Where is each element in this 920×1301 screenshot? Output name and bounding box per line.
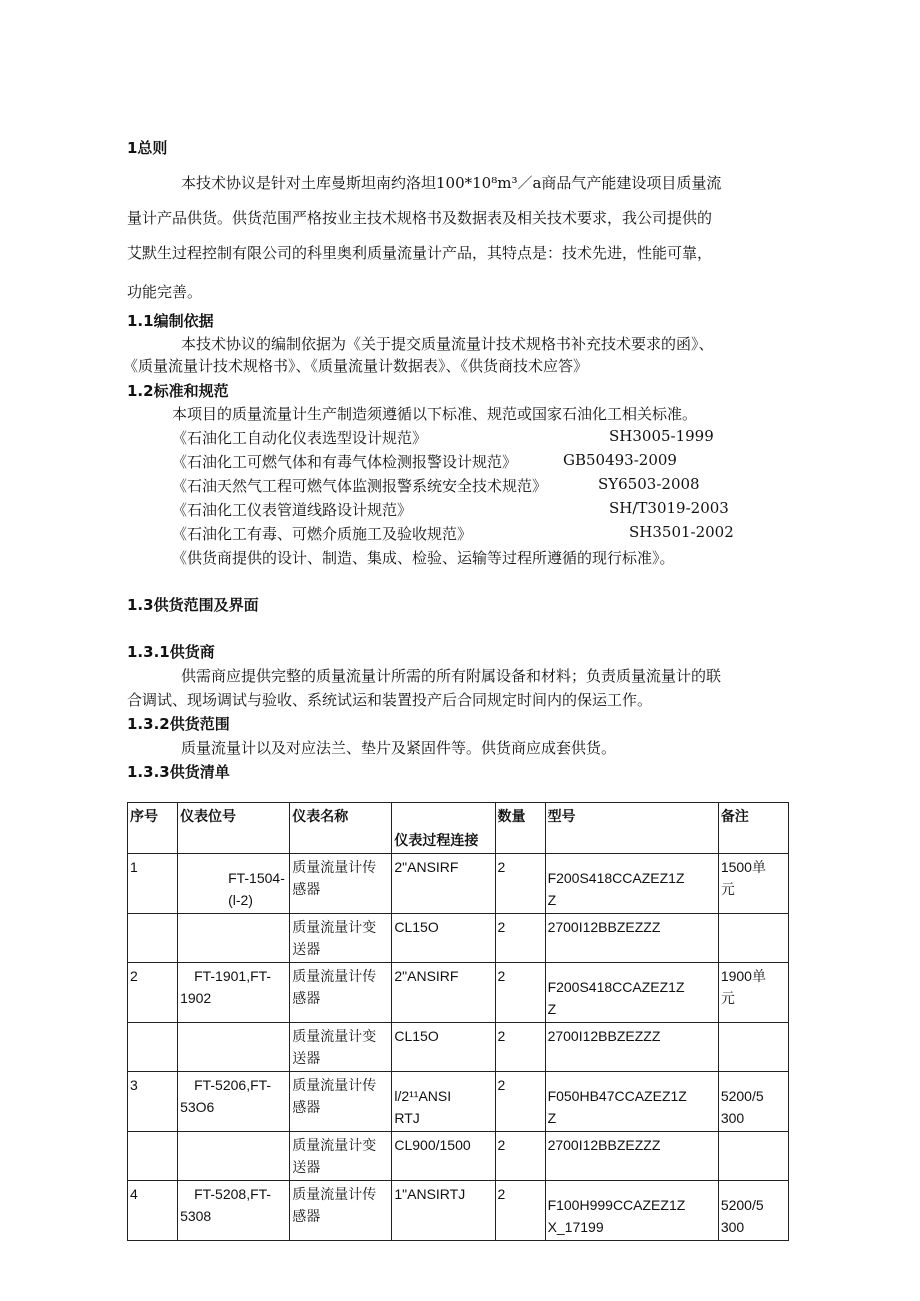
name-line: 质量流量计变 bbox=[292, 1137, 377, 1153]
cell-model bbox=[545, 1181, 718, 1241]
section-title-1: 1总则 bbox=[127, 139, 168, 157]
remark-line: 300 bbox=[720, 1219, 745, 1235]
tag-text: 5308 bbox=[180, 1208, 212, 1224]
cell-no bbox=[128, 914, 178, 963]
cell-conn bbox=[392, 1072, 495, 1132]
cell-conn: 2"ANSIRF bbox=[392, 854, 495, 914]
cell-model bbox=[545, 854, 718, 914]
cell-no: 2 bbox=[128, 963, 178, 1023]
header-model: 型号 bbox=[545, 803, 718, 854]
remark-line: 5200/5 bbox=[720, 1197, 764, 1213]
header-tag: 仪表位号 bbox=[178, 803, 290, 854]
header-remark: 备注 bbox=[718, 803, 788, 854]
header-qty: 数量 bbox=[495, 803, 545, 854]
header-no: 序号 bbox=[128, 803, 178, 854]
remark-line: 元 bbox=[720, 881, 735, 897]
standard-name: 《石油天然气工程可燃气体监测报警系统安全技术规范》 bbox=[172, 477, 548, 495]
tag-text: FT-5208,FT- bbox=[194, 1186, 272, 1202]
table-row bbox=[128, 1181, 789, 1241]
cell-tag bbox=[178, 1132, 290, 1181]
cell-tag bbox=[178, 914, 290, 963]
model-line: F100H999CCAZEZ1Z bbox=[547, 1197, 686, 1213]
cell-qty: 2 bbox=[495, 854, 545, 914]
section-title-1-2: 1.2标准和规范 bbox=[127, 382, 229, 400]
name-line: 送器 bbox=[292, 1050, 321, 1066]
cell-qty: 2 bbox=[495, 914, 545, 963]
cell-qty: 2 bbox=[495, 1072, 545, 1132]
model-line: F200S418CCAZEZ1Z bbox=[547, 870, 685, 886]
cell-tag bbox=[178, 854, 290, 914]
cell-remark bbox=[718, 854, 788, 914]
cell-no bbox=[128, 1132, 178, 1181]
cell-no: 1 bbox=[128, 854, 178, 914]
cell-name bbox=[290, 1072, 392, 1132]
cell-qty: 2 bbox=[495, 1132, 545, 1181]
cell-qty: 2 bbox=[495, 963, 545, 1023]
header-conn: 仪表过程连接 bbox=[392, 803, 495, 854]
name-line: 质量流量计传 bbox=[292, 859, 377, 875]
standard-name: 《石油化工仪表管道线路设计规范》 bbox=[172, 501, 413, 519]
name-line: 质量流量计传 bbox=[292, 1077, 377, 1093]
remark-line: 300 bbox=[720, 1110, 745, 1126]
paragraph-line: 《质量流量计技术规格书》、《质量流量计数据表》、《供货商技术应答》 bbox=[123, 357, 589, 375]
cell-tag bbox=[178, 1181, 290, 1241]
paragraph-line: 艾默生过程控制有限公司的科里奥利质量流量计产品，其特点是：技术先进，性能可靠， bbox=[127, 244, 713, 262]
tag-text: FT-1901,FT- bbox=[194, 968, 272, 984]
name-line: 质量流量计传 bbox=[292, 968, 377, 984]
name-line: 感器 bbox=[292, 1208, 321, 1224]
cell-no bbox=[128, 1023, 178, 1072]
cell-remark bbox=[718, 1132, 788, 1181]
model-line: Z bbox=[547, 1110, 557, 1126]
name-line: 感器 bbox=[292, 1099, 321, 1115]
cell-conn: CL15O bbox=[392, 1023, 495, 1072]
model-line: F050HB47CCAZEZ1Z bbox=[547, 1088, 687, 1104]
remark-line: 1500单 bbox=[720, 859, 766, 875]
cell-name bbox=[290, 963, 392, 1023]
cell-tag bbox=[178, 963, 290, 1023]
cell-name bbox=[290, 1181, 392, 1241]
cell-remark bbox=[718, 914, 788, 963]
cell-conn: 1"ANSIRTJ bbox=[392, 1181, 495, 1241]
cell-model bbox=[545, 963, 718, 1023]
table-row bbox=[128, 854, 789, 914]
tag-text: 1902 bbox=[180, 990, 212, 1006]
cell-name bbox=[290, 1023, 392, 1072]
standard-code: SH3501-2002 bbox=[629, 523, 734, 541]
section-title-1-3-2: 1.3.2供货范围 bbox=[127, 715, 230, 733]
paragraph-line: 本技术协议的编制依据为《关于提交质量流量计技术规格书补充技术要求的函》、 bbox=[181, 335, 714, 353]
supply-table bbox=[127, 802, 789, 1241]
tag-text: 53O6 bbox=[180, 1099, 215, 1115]
cell-name bbox=[290, 914, 392, 963]
standard-code: GB50493-2009 bbox=[563, 451, 677, 469]
tag-text: FT-1504-(l-2) bbox=[228, 870, 285, 908]
cell-conn: CL15O bbox=[392, 914, 495, 963]
paragraph-line: 质量流量计以及对应法兰、垫片及紧固件等。供货商应成套供货。 bbox=[181, 739, 617, 757]
conn-line: l/2¹¹ANSI bbox=[394, 1088, 452, 1104]
conn-line: RTJ bbox=[394, 1110, 420, 1126]
cell-remark bbox=[718, 1181, 788, 1241]
header-name: 仪表名称 bbox=[290, 803, 392, 854]
cell-qty: 2 bbox=[495, 1181, 545, 1241]
paragraph-line: 合调试、现场调试与验收、系统试运和装置投产后合同规定时间内的保运工作。 bbox=[127, 691, 653, 709]
standard-name: 《石油化工自动化仪表选型设计规范》 bbox=[172, 429, 428, 447]
table-row bbox=[128, 963, 789, 1023]
cell-remark bbox=[718, 1072, 788, 1132]
cell-tag bbox=[178, 1023, 290, 1072]
remark-line: 元 bbox=[720, 990, 735, 1006]
cell-conn: 2"ANSIRF bbox=[392, 963, 495, 1023]
name-line: 质量流量计传 bbox=[292, 1186, 377, 1202]
cell-model bbox=[545, 1072, 718, 1132]
table-row bbox=[128, 1132, 789, 1181]
paragraph-line: 量计产品供货。供货范围严格按业主技术规格书及数据表及相关技术要求，我公司提供的 bbox=[127, 209, 713, 227]
paragraph-line: 供需商应提供完整的质量流量计所需的所有附属设备和材料；负责质量流量计的联 bbox=[181, 667, 722, 685]
model-line: F200S418CCAZEZ1Z bbox=[547, 979, 685, 995]
table-header-row bbox=[128, 803, 789, 854]
model-line: Z bbox=[547, 892, 557, 908]
name-line: 感器 bbox=[292, 990, 321, 1006]
cell-model: 2700I12BBZEZZZ bbox=[545, 914, 718, 963]
table-row bbox=[128, 1023, 789, 1072]
paragraph-line: 功能完善。 bbox=[127, 283, 203, 301]
cell-tag bbox=[178, 1072, 290, 1132]
paragraph-line: 本项目的质量流量计生产制造须遵循以下标准、规范或国家石油化工相关标准。 bbox=[172, 405, 698, 423]
cell-no: 3 bbox=[128, 1072, 178, 1132]
standard-code: SH3005-1999 bbox=[609, 427, 714, 445]
section-title-1-3-3: 1.3.3供货清单 bbox=[127, 763, 230, 781]
cell-remark bbox=[718, 963, 788, 1023]
table-row bbox=[128, 914, 789, 963]
model-line: Z bbox=[547, 1001, 557, 1017]
cell-remark bbox=[718, 1023, 788, 1072]
cell-conn: CL900/1500 bbox=[392, 1132, 495, 1181]
table-row bbox=[128, 1072, 789, 1132]
remark-line: 5200/5 bbox=[720, 1088, 764, 1104]
cell-name bbox=[290, 1132, 392, 1181]
name-line: 感器 bbox=[292, 881, 321, 897]
cell-no: 4 bbox=[128, 1181, 178, 1241]
name-line: 送器 bbox=[292, 1159, 321, 1175]
cell-qty: 2 bbox=[495, 1023, 545, 1072]
tag-text: FT-5206,FT- bbox=[194, 1077, 272, 1093]
section-title-1-3-1: 1.3.1供货商 bbox=[127, 643, 215, 661]
standard-name: 《石油化工有毒、可燃介质施工及验收规范》 bbox=[172, 525, 473, 543]
cell-name bbox=[290, 854, 392, 914]
standard-name: 《供货商提供的设计、制造、集成、检验、运输等过程所遵循的现行标准》。 bbox=[172, 549, 675, 567]
standard-name: 《石油化工可燃气体和有毒气体检测报警设计规范》 bbox=[172, 453, 518, 471]
remark-line: 1900单 bbox=[720, 968, 766, 984]
section-title-1-1: 1.1编制依据 bbox=[127, 312, 214, 330]
model-line: X_17199 bbox=[547, 1219, 604, 1235]
section-title-1-3: 1.3供货范围及界面 bbox=[127, 596, 259, 614]
cell-model: 2700I12BBZEZZZ bbox=[545, 1023, 718, 1072]
cell-model: 2700I12BBZEZZZ bbox=[545, 1132, 718, 1181]
standard-code: SY6503-2008 bbox=[598, 475, 700, 493]
name-line: 质量流量计变 bbox=[292, 919, 377, 935]
name-line: 质量流量计变 bbox=[292, 1028, 377, 1044]
name-line: 送器 bbox=[292, 941, 321, 957]
standard-code: SH/T3019-2003 bbox=[609, 499, 729, 517]
paragraph-line: 本技术协议是针对土库曼斯坦南约洛坦100*10⁸m³／a商品气产能建设项目质量流 bbox=[181, 174, 722, 192]
